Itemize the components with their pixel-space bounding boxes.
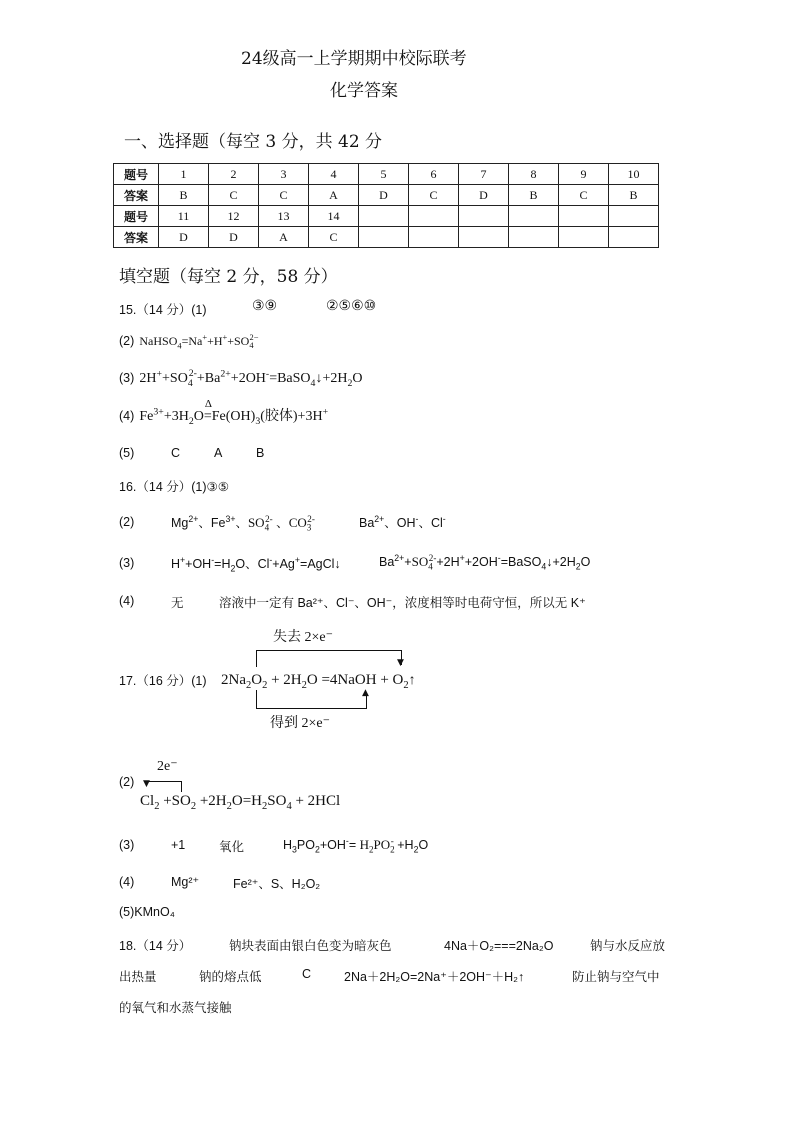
q18-answer-c: 钠与水反应放 [590, 939, 666, 953]
table-cell: 14 [309, 206, 359, 227]
table-cell [409, 227, 459, 248]
q15-label: 15.（14 分）(1) [119, 303, 207, 317]
table-cell: C [259, 185, 309, 206]
q18-answer-b: 4Na＋O₂===2Na₂O [444, 939, 554, 953]
q15-part3-label: (3) [119, 371, 135, 385]
table-cell: B [609, 185, 659, 206]
q18-answer-e: 钠的熔点低 [199, 970, 262, 984]
q17-part3-equation: $H_3PO_2+OH^-= H_2PO_2^- +H_2O$ [283, 835, 429, 855]
table-row [114, 185, 659, 206]
q17-part3-b: 氧化 [219, 840, 245, 854]
table-cell: C [309, 227, 359, 248]
table-cell: D [459, 185, 509, 206]
q15-part4-equation: $Fe^{3+}+3H_2O$ Δ $=Fe(OH)_3$(胶体)+3H+ [139, 398, 329, 427]
table-row [114, 164, 659, 185]
row-label-question: 题号 [114, 164, 159, 185]
row-label-answer: 答案 [114, 227, 159, 248]
exam-subtitle: 化学答案 [330, 81, 398, 101]
table-row [114, 227, 659, 248]
table-cell: C [559, 185, 609, 206]
table-cell: D [209, 227, 259, 248]
q18-answer-i: 的氧气和水蒸气接触 [119, 1001, 232, 1015]
q16-part4-label: (4) [119, 594, 135, 608]
q16-part2-ions-b: $Ba^{2+}$、OH-、Cl- [359, 513, 446, 530]
table-cell [409, 206, 459, 227]
table-cell: 11 [159, 206, 209, 227]
row-label-question: 题号 [114, 206, 159, 227]
bridge-top-line [256, 650, 402, 651]
q16-part3-eq-a: $H^++OH^-=H_2O$、Cl-+Ag+=AgCl↓ [171, 554, 341, 574]
q18-answer-g: 2Na＋2H₂O=2Na⁺＋2OH⁻＋H₂↑ [344, 970, 525, 984]
q17-part4-label: (4) [119, 875, 135, 889]
q16-part4-reason: 溶液中一定有 Ba²⁺、Cl⁻、OH⁻，浓度相等时电荷守恒，所以无 K⁺ [219, 596, 586, 610]
table-cell: B [509, 185, 559, 206]
q15-part3 [119, 367, 362, 387]
table-cell: 10 [609, 164, 659, 185]
table-cell: C [209, 185, 259, 206]
table-cell: B [159, 185, 209, 206]
table-cell: 1 [159, 164, 209, 185]
table-cell [359, 206, 409, 227]
arrow-down-icon: ▼ [143, 779, 150, 789]
table-cell [359, 227, 409, 248]
table-cell [459, 206, 509, 227]
q17-part2-label: (2) [119, 775, 135, 789]
q15-answer-1b: ②⑤⑥⑩ [326, 298, 377, 314]
q15-part5-c: B [256, 446, 265, 460]
table-cell [559, 206, 609, 227]
q18-answer-d: 出热量 [119, 970, 157, 984]
q17-gain-electrons: 得到 2×e⁻ [270, 716, 330, 731]
table-cell [459, 227, 509, 248]
answer-table [113, 163, 659, 248]
q17-lose-electrons: 失去 2×e⁻ [273, 630, 333, 645]
bridge-top-left [256, 650, 257, 667]
q17-part3-label: (3) [119, 838, 135, 852]
table-cell: D [159, 227, 209, 248]
exam-title: 24级高一上学期期中校际联考 [241, 49, 467, 69]
table-cell [609, 227, 659, 248]
bridge-bottom-line [256, 708, 367, 709]
bridge2-line [147, 781, 182, 782]
q18-label: 18.（14 分） [119, 939, 192, 953]
bridge-bottom-left [256, 690, 257, 709]
q15-part5-label: (5) [119, 446, 135, 460]
q18-answer-f: C [302, 967, 312, 981]
q17-part5: (5)KMnO₄ [119, 905, 175, 919]
table-cell: D [359, 185, 409, 206]
table-cell [509, 227, 559, 248]
table-cell: 3 [259, 164, 309, 185]
q17-part4-b: Fe²⁺、S、H₂O₂ [233, 877, 321, 891]
q17-part2-electrons: 2e⁻ [157, 759, 178, 774]
q15-part5-a: C [171, 446, 181, 460]
heat-symbol: Δ [204, 398, 212, 410]
q15-part4 [119, 398, 329, 427]
section1-heading: 一、选择题（每空 3 分，共 42 分 [124, 132, 383, 152]
q15-part2-equation: $NaHSO_4=Na^++H^++SO_4^{2-}$ [139, 333, 259, 351]
q15-part4-label: (4) [119, 409, 135, 423]
table-cell [559, 227, 609, 248]
q16-part3-eq-b: $Ba^{2+}+SO_4^{2-}+2H^++2OH^-=BaSO_4↓+2H_2O$ [379, 552, 591, 572]
table-cell: A [309, 185, 359, 206]
table-cell: 5 [359, 164, 409, 185]
colloid-label: 胶体 [264, 409, 293, 424]
q18-answer-a: 钠块表面由银白色变为暗灰色 [229, 939, 392, 953]
q15-part3-equation: $2H^++SO_4^{2-}+Ba^{2+}+2OH^-=BaSO_4↓+2H_2O$ [139, 368, 363, 389]
q15-part2 [119, 330, 258, 349]
table-row [114, 206, 659, 227]
table-cell: 8 [509, 164, 559, 185]
q17-part4-a: Mg²⁺ [171, 875, 200, 889]
table-cell: 7 [459, 164, 509, 185]
q17-part3-a: +1 [171, 838, 186, 852]
table-cell: 13 [259, 206, 309, 227]
section2-heading: 填空题（每空 2 分，58 分） [119, 267, 338, 287]
q16-label: 16.（14 分）(1)③⑤ [119, 480, 229, 494]
q17-part1-equation: $2Na_2O_2 + 2H_2O$ =4NaOH + $O_2↑$ [221, 671, 416, 691]
table-cell: A [259, 227, 309, 248]
table-cell: 12 [209, 206, 259, 227]
table-cell: 6 [409, 164, 459, 185]
table-cell [609, 206, 659, 227]
arrow-up-icon: ▲ [362, 688, 369, 698]
table-cell: 4 [309, 164, 359, 185]
table-cell: 2 [209, 164, 259, 185]
q16-part2-label: (2) [119, 515, 135, 529]
q16-part3-label: (3) [119, 556, 135, 570]
table-cell: C [409, 185, 459, 206]
q17-label: 17.（16 分）(1) [119, 674, 207, 688]
row-label-answer: 答案 [114, 185, 159, 206]
q16-part4-answer: 无 [171, 596, 184, 610]
table-cell: 9 [559, 164, 609, 185]
q15-answer-1a: ③⑨ [252, 298, 278, 314]
q15-part5-b: A [214, 446, 223, 460]
q17-part2-equation: $Cl_2 +SO_2 +2H_2O=H_2SO_4 + 2HCl$ [140, 793, 341, 812]
bridge2-right [181, 781, 182, 792]
q16-part2-ions-a: $Mg^{2+}$、$Fe^{3+}$、$SO_4^{2-}$ 、$CO_3^{2-}$ [171, 513, 315, 533]
q18-answer-h: 防止钠与空气中 [572, 970, 660, 984]
arrow-down-icon: ▼ [397, 658, 404, 668]
table-cell [509, 206, 559, 227]
q15-part2-label: (2) [119, 334, 135, 348]
